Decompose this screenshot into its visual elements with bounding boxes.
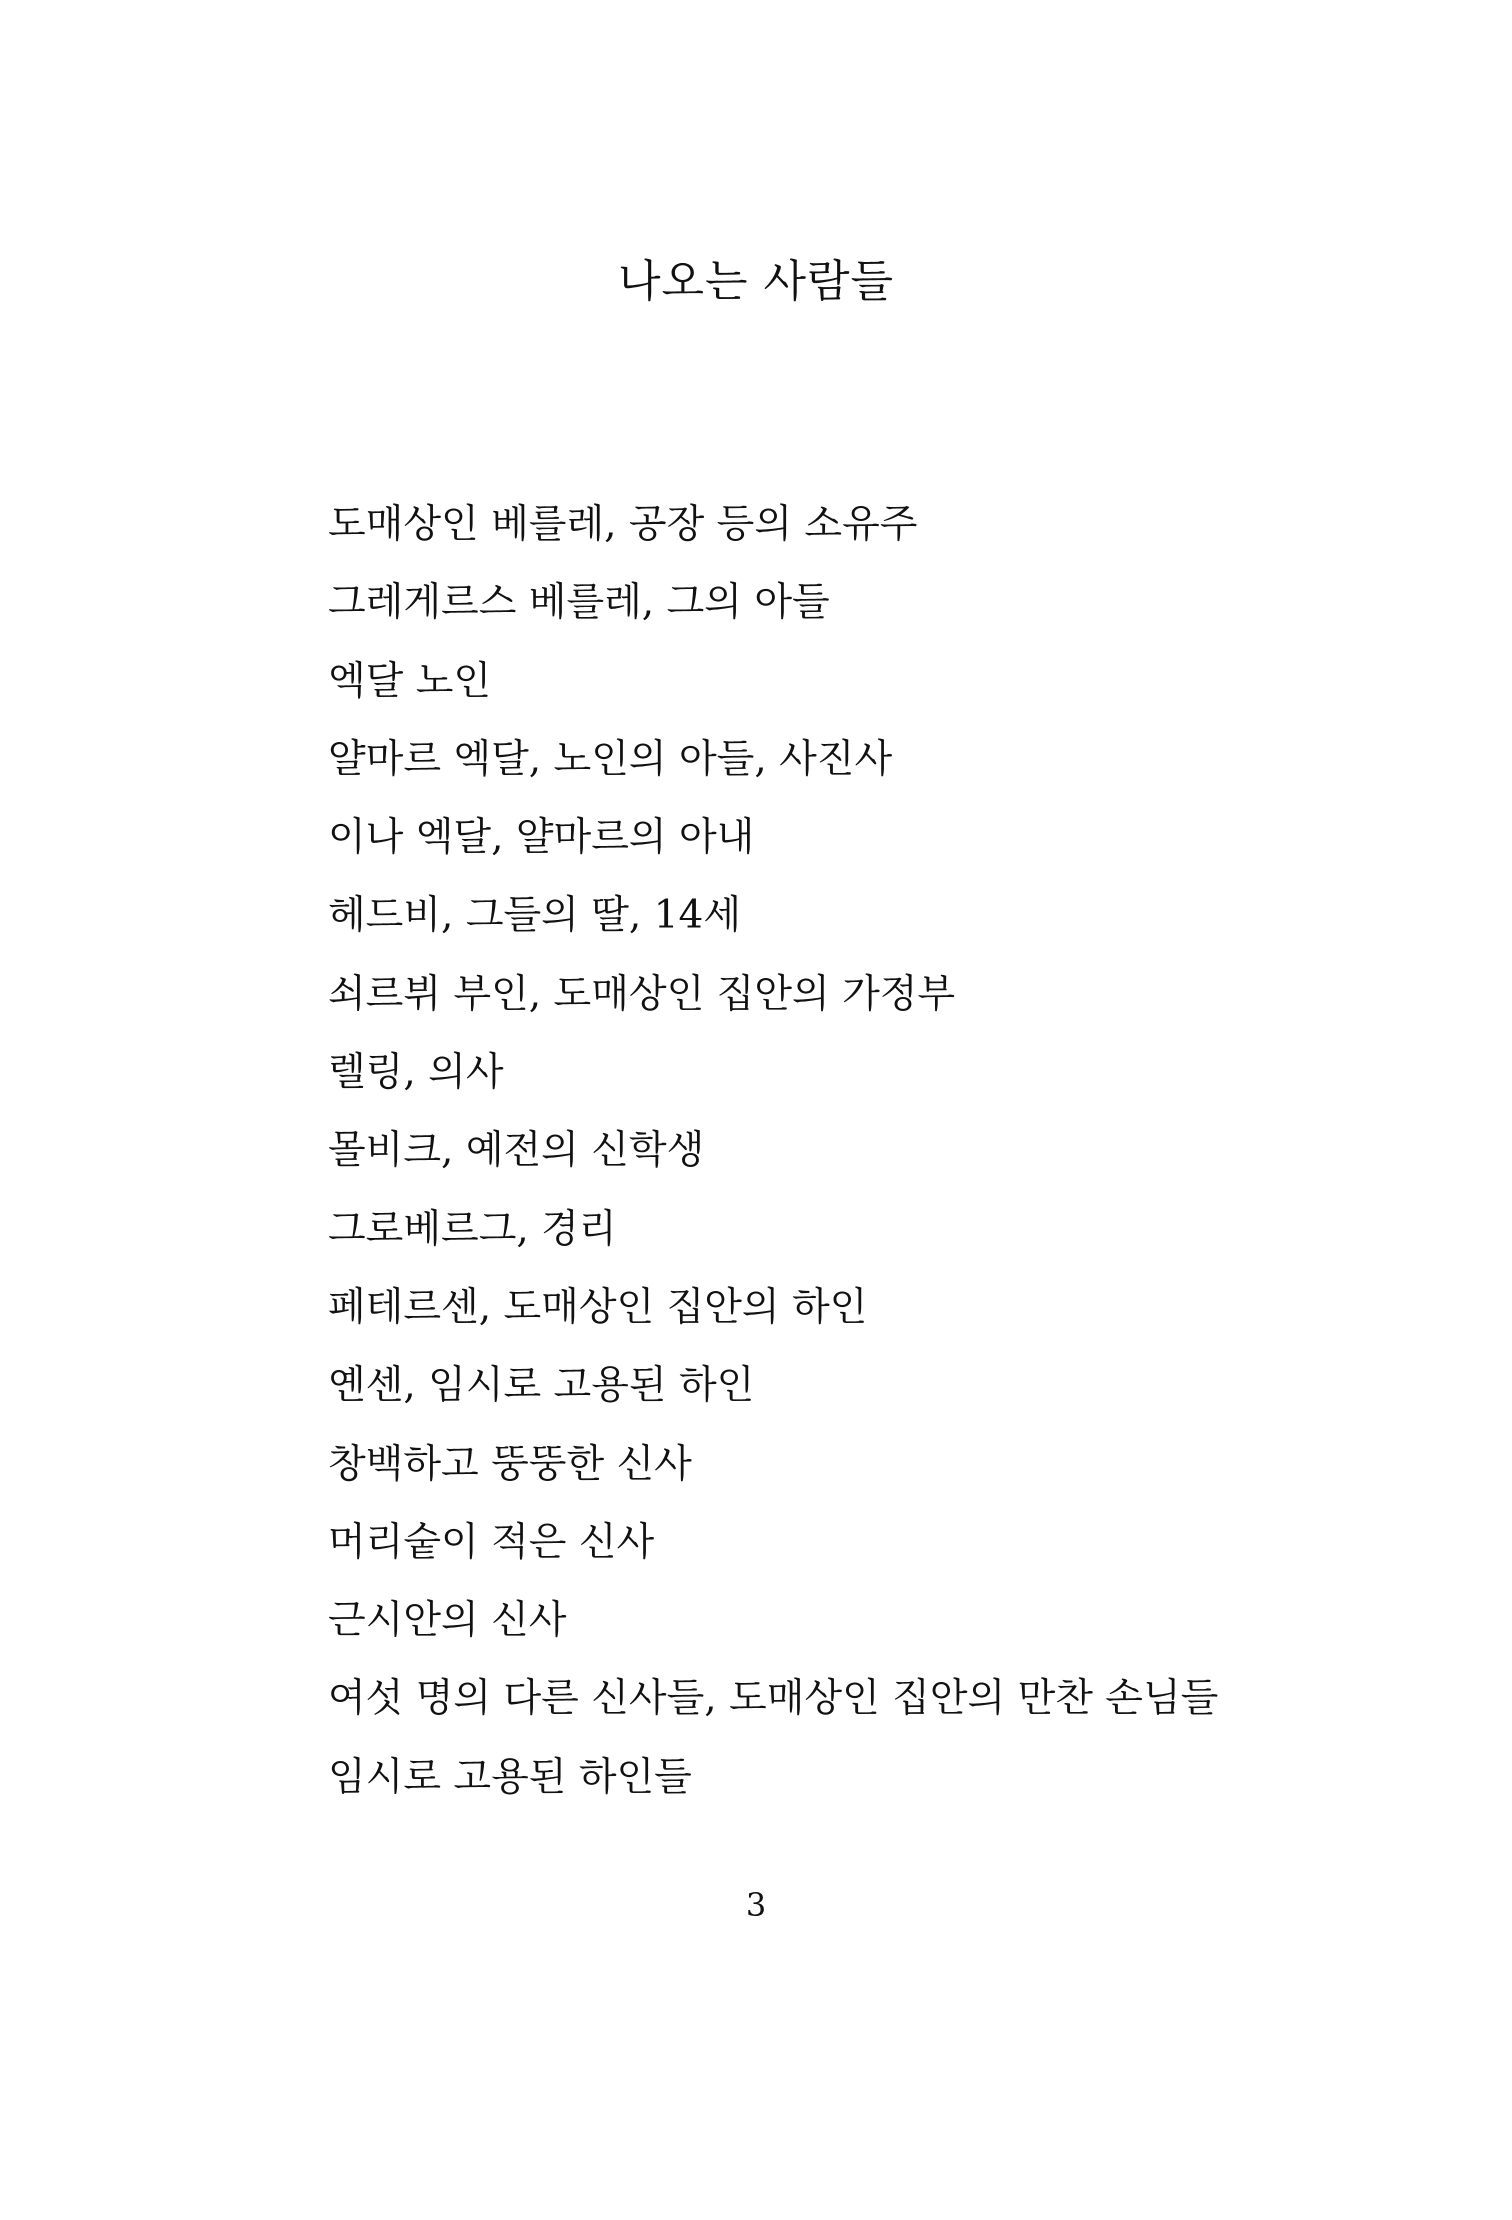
cast-item: 페테르센, 도매상인 집안의 하인 (328, 1284, 868, 1330)
page-title: 나오는 사람들 (617, 256, 894, 307)
cast-item: 엑달 노인 (328, 658, 492, 704)
cast-item: 도매상인 베를레, 공장 등의 소유주 (328, 502, 918, 547)
cast-item: 그로베르그, 경리 (328, 1206, 617, 1252)
page-number: 3 (745, 1886, 767, 1924)
cast-item: 옌센, 임시로 고용된 하인 (328, 1363, 755, 1409)
cast-item: 이나 엑달, 얄마르의 아내 (328, 815, 755, 861)
cast-item: 여섯 명의 다른 신사들, 도매상인 집안의 만찬 손님들 (328, 1676, 1219, 1722)
cast-item: 근시안의 신사 (328, 1598, 567, 1644)
cast-list (328, 486, 1428, 1817)
cast-item: 창백하고 뚱뚱한 신사 (328, 1441, 692, 1487)
cast-item: 쇠르뷔 부인, 도매상인 집안의 가정부 (328, 971, 956, 1017)
cast-item: 렐링, 의사 (328, 1050, 504, 1096)
cast-item: 얄마르 엑달, 노인의 아들, 사진사 (328, 736, 893, 782)
cast-item: 그레게르스 베를레, 그의 아들 (328, 580, 830, 626)
cast-item: 머리숱이 적은 신사 (328, 1519, 655, 1565)
cast-item: 임시로 고용된 하인들 (328, 1754, 692, 1800)
cast-item: 몰비크, 예전의 신학생 (328, 1128, 705, 1174)
cast-item: 헤드비, 그들의 딸, 14세 (328, 893, 742, 939)
